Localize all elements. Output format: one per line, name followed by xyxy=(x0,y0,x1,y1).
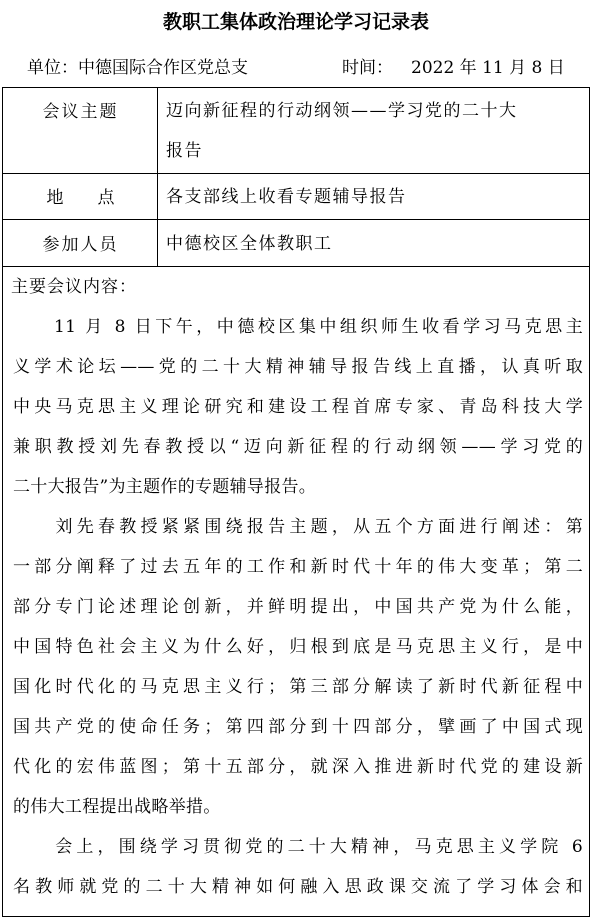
paragraph-line: 兼职教授刘先春教授以“迈向新征程的行动纲领——学习党的 xyxy=(13,437,583,457)
table-row-topic xyxy=(3,88,589,174)
content-paragraph-2 xyxy=(13,507,583,827)
paragraph-line: 11 月 8 日下午，中德校区集中组织师生收看学习马克思主 xyxy=(13,317,583,337)
table-row-attendees xyxy=(3,220,589,267)
location-label: 地 点 xyxy=(46,188,115,208)
paragraph-line: 刘先春教授紧紧围绕报告主题，从五个方面进行阐述：第 xyxy=(13,517,583,537)
paragraph-line: 中国特色社会主义为什么好，归根到底是马克思主义行，是中 xyxy=(13,637,583,657)
paragraph-line: 中央马克思主义理论研究和建设工程首席专家、青岛科技大学 xyxy=(13,397,583,417)
attendees-value-cell xyxy=(166,224,584,264)
unit-field xyxy=(27,54,248,82)
content-label: 主要会议内容： xyxy=(11,277,137,297)
table-row-location xyxy=(3,174,589,220)
topic-value-line: 报告 xyxy=(166,141,203,161)
topic-label: 会议主题 xyxy=(42,102,119,122)
paragraph-line: 部分专门论述理论创新，并鲜明提出，中国共产党为什么能， xyxy=(13,597,583,617)
content-paragraph-1 xyxy=(13,307,583,507)
topic-value-line: 迈向新征程的行动纲领——学习党的二十大 xyxy=(166,101,518,121)
meta-line xyxy=(0,54,592,82)
page-title: 教职工集体政治理论学习记录表 xyxy=(162,11,429,33)
unit-value: 中德国际合作区党总支 xyxy=(78,58,248,78)
attendees-value: 中德校区全体教职工 xyxy=(166,234,333,254)
paragraph-line: 名教师就党的二十大精神如何融入思政课交流了学习体会和 xyxy=(13,877,583,897)
paragraph-line: 义学术论坛——党的二十大精神辅导报告线上直播，认真听取 xyxy=(13,357,583,377)
attendees-label-cell xyxy=(3,220,158,266)
paragraph-line: 会上，围绕学习贯彻党的二十大精神，马克思主义学院 6 xyxy=(13,837,583,857)
location-label-cell xyxy=(3,174,158,219)
time-label: 时间： xyxy=(342,58,393,78)
paragraph-line: 国化时代化的马克思主义行；第三部分解读了新时代新征程中 xyxy=(13,677,583,697)
paragraph-line: 代化的宏伟蓝图；第十五部分，就深入推进新时代党的建设新 xyxy=(13,757,583,777)
record-table xyxy=(2,87,590,917)
topic-value-cell xyxy=(166,91,584,171)
topic-label-cell xyxy=(3,88,158,173)
time-value: 2022 年 11 月 8 日 xyxy=(411,58,565,78)
paragraph-line: 国共产党的使命任务；第四部分到十四部分，擘画了中国式现 xyxy=(13,717,583,737)
attendees-label: 参加人员 xyxy=(42,235,119,255)
paragraph-line: 二十大报告”为主题作的专题辅导报告。 xyxy=(13,477,317,497)
content-paragraph-3 xyxy=(13,827,583,907)
location-value: 各支部线上收看专题辅导报告 xyxy=(166,187,407,207)
unit-label: 单位： xyxy=(27,58,78,78)
location-value-cell xyxy=(166,177,584,217)
paragraph-line: 一部分阐释了过去五年的工作和新时代十年的伟大变革；第二 xyxy=(13,557,583,577)
time-field xyxy=(342,54,565,82)
paragraph-line: 的伟大工程提出战略举措。 xyxy=(13,797,221,817)
